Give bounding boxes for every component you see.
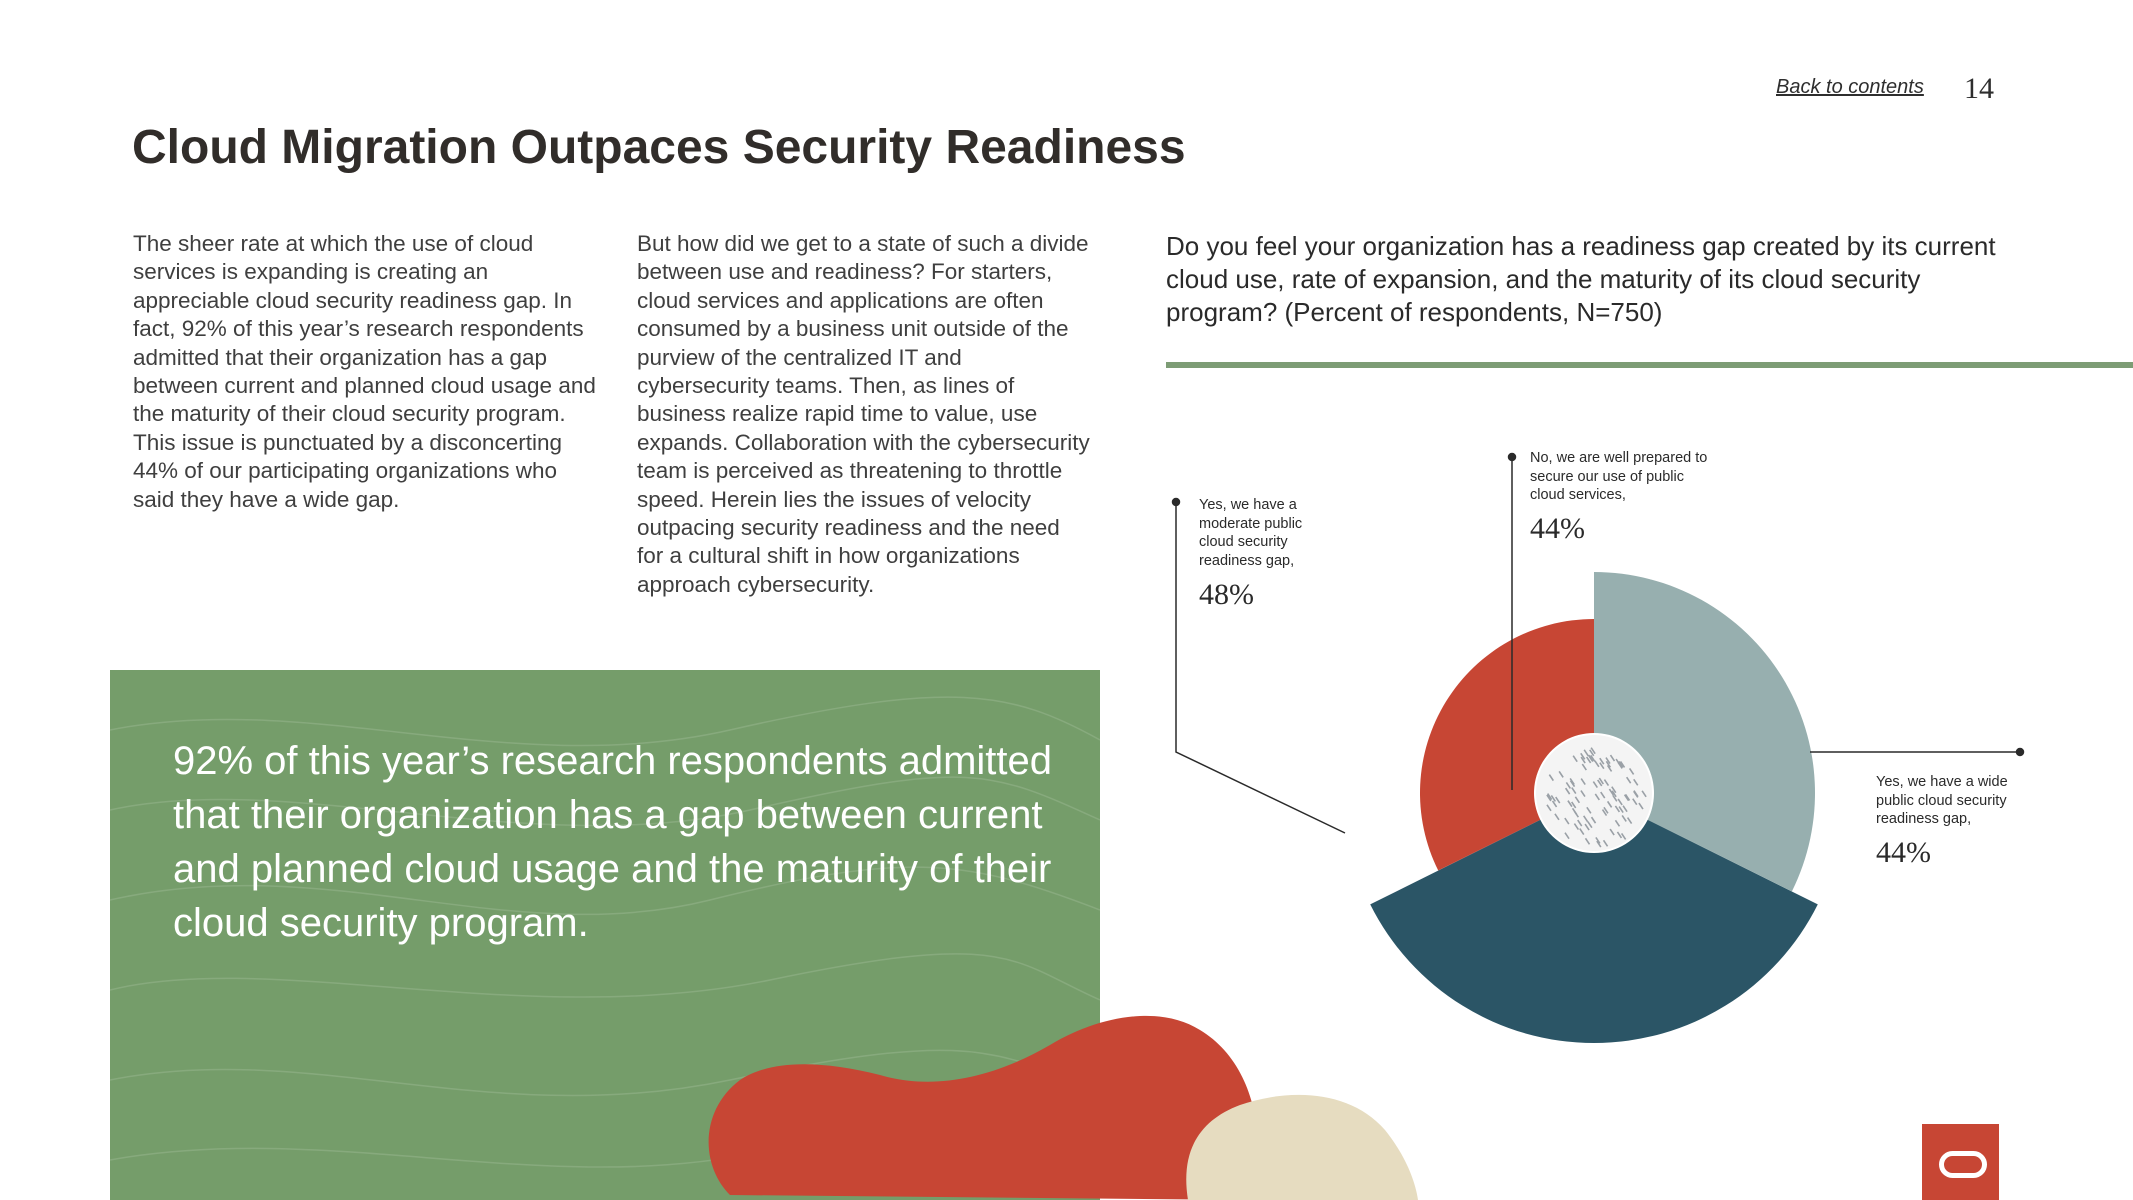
chart-center-disc [1536, 735, 1652, 851]
chart-label-wide: Yes, we have a wide public cloud security readiness gap, [1876, 774, 2008, 827]
oracle-logo-icon[interactable] [1922, 1124, 1999, 1200]
center-texture-stroke [1639, 803, 1643, 809]
center-texture-stroke [1600, 763, 1604, 769]
page-number: 14 [1964, 72, 1994, 105]
center-texture-stroke [1630, 768, 1634, 774]
center-texture-stroke [1616, 759, 1620, 765]
center-texture-stroke [1619, 807, 1623, 813]
center-texture-stroke [1625, 795, 1629, 801]
center-texture-stroke [1634, 791, 1638, 797]
center-texture-stroke [1588, 822, 1592, 828]
center-texture-stroke [1595, 761, 1599, 767]
question-divider [1166, 362, 2133, 368]
center-texture-stroke [1568, 801, 1572, 807]
center-texture-stroke [1633, 799, 1637, 805]
center-texture-stroke [1565, 818, 1569, 824]
center-texture-stroke [1626, 794, 1630, 800]
back-to-contents-link[interactable]: Back to contents [1776, 76, 1924, 98]
center-texture-stroke [1553, 801, 1557, 807]
chart-label-prepared: No, we are well prepared to secure our use of public cloud services, [1530, 450, 1708, 503]
center-texture-stroke [1634, 779, 1638, 785]
leader-line-wide-dot [2017, 749, 2024, 756]
center-texture-stroke [1581, 791, 1585, 797]
center-texture-stroke [1603, 810, 1607, 816]
callout-quote: 92% of this year’s research respondents admitted that their organization has a gap between current and planned cloud usage and the maturity of their cloud security program. [173, 739, 1053, 945]
chart-label-moderate: Yes, we have a moderate public cloud security readiness gap, [1199, 497, 1303, 569]
center-texture-stroke [1609, 789, 1613, 795]
chart-value-wide: 44% [1876, 836, 1931, 869]
center-texture-stroke [1566, 788, 1570, 794]
center-texture-stroke [1547, 805, 1551, 811]
chart-slice-prepared [1420, 619, 1594, 871]
center-texture-stroke [1573, 756, 1577, 762]
center-texture-stroke [1600, 758, 1604, 764]
center-texture-stroke [1547, 795, 1551, 801]
chart-value-prepared: 44% [1530, 512, 1585, 545]
center-texture-stroke [1565, 833, 1569, 839]
center-texture-stroke [1580, 829, 1584, 835]
center-texture-stroke [1587, 757, 1591, 763]
center-texture-stroke [1617, 832, 1621, 838]
center-texture-stroke [1585, 838, 1589, 844]
center-texture-stroke [1556, 797, 1560, 803]
center-texture-stroke [1604, 780, 1608, 786]
center-texture-stroke [1584, 750, 1588, 756]
center-texture-stroke [1606, 761, 1610, 767]
body-column-1: The sheer rate at which the use of cloud services is expanding is creating an appreciable cloud security readiness gap. In fact, 92% of this year’s research respondents admitted that their organization has a gap between current and planned cloud usage and the maturity of their cloud security program. This issue is punctuated by a disconcerting 44% of our participating organizations who said they have a wide gap. [133, 231, 596, 512]
center-texture-stroke [1596, 837, 1600, 843]
leader-line-moderate-dot [1173, 499, 1180, 506]
center-texture-stroke [1615, 806, 1619, 812]
center-texture-stroke [1551, 795, 1555, 801]
center-texture-stroke [1595, 794, 1599, 800]
center-texture-stroke [1581, 779, 1585, 785]
center-texture-stroke [1612, 791, 1616, 797]
center-texture-stroke [1572, 802, 1576, 808]
center-texture-stroke [1591, 755, 1595, 761]
center-texture-stroke [1610, 755, 1614, 761]
center-texture-stroke [1634, 791, 1638, 797]
center-texture-stroke [1575, 797, 1579, 803]
center-texture-stroke [1589, 756, 1593, 762]
center-texture-stroke [1598, 780, 1602, 786]
center-texture-stroke [1584, 816, 1588, 822]
center-texture-stroke [1608, 801, 1612, 807]
chart-value-moderate: 48% [1199, 578, 1254, 611]
cream-blob-shape [1186, 1095, 1418, 1200]
center-texture-stroke [1570, 778, 1574, 784]
center-texture-stroke [1590, 750, 1594, 756]
page-title: Cloud Migration Outpaces Security Readiness [132, 121, 1186, 174]
center-texture-stroke [1619, 761, 1623, 767]
center-texture-stroke [1623, 806, 1627, 812]
center-texture-stroke [1582, 764, 1586, 770]
center-texture-stroke [1572, 788, 1576, 794]
center-texture-stroke [1578, 820, 1582, 826]
center-texture-stroke [1549, 775, 1553, 781]
center-texture-stroke [1573, 808, 1577, 814]
center-texture-stroke [1581, 753, 1585, 759]
center-texture-stroke [1628, 818, 1632, 824]
center-texture-stroke [1571, 781, 1575, 787]
body-column-2: But how did we get to a state of such a divide between use and readiness? For starters, cloud services and applications are often consumed by a business unit outside of the purview of the centralized IT and cybersecurity teams. Then, as lines of business realize rapid time to value, use expands. Collaboration with the cybersecurity team is perceived as threatening to throttle speed. Herein lies the issues of velocity outpacing security readiness and the need for a cultural shift in how organizations approach cybersecurity. [637, 231, 1090, 597]
center-texture-stroke [1585, 824, 1589, 830]
chart-slice-wide [1594, 572, 1815, 892]
center-texture-stroke [1581, 757, 1585, 763]
center-texture-stroke [1621, 761, 1625, 767]
center-texture-stroke [1627, 777, 1631, 783]
center-texture-stroke [1589, 755, 1593, 761]
center-texture-stroke [1555, 814, 1559, 820]
survey-question: Do you feel your organization has a readiness gap created by its current cloud use, rate of expansion, and the maturity of its cloud security program? (Percent of respondents, N=750) [1166, 231, 1996, 327]
center-texture-stroke [1642, 791, 1646, 797]
center-texture-stroke [1618, 762, 1622, 768]
callout-box [110, 670, 1100, 1200]
center-texture-stroke [1618, 799, 1622, 805]
center-texture-stroke [1622, 833, 1626, 839]
center-texture-stroke [1622, 815, 1626, 821]
center-texture-stroke [1574, 811, 1578, 817]
center-texture-stroke [1606, 758, 1610, 764]
center-texture-stroke [1599, 778, 1603, 784]
center-texture-stroke [1601, 792, 1605, 798]
center-texture-stroke [1604, 840, 1608, 846]
center-texture-stroke [1587, 807, 1591, 813]
center-texture-stroke [1566, 782, 1570, 788]
center-texture-stroke [1608, 765, 1612, 771]
center-texture-stroke [1593, 782, 1597, 788]
leader-line-prepared-dot [1509, 454, 1516, 461]
center-texture-stroke [1548, 794, 1552, 800]
center-texture-stroke [1612, 787, 1616, 793]
oracle-ring-icon [1939, 1151, 1987, 1178]
center-texture-stroke [1597, 841, 1601, 847]
center-texture-stroke [1615, 820, 1619, 826]
center-texture-stroke [1574, 824, 1578, 830]
center-texture-stroke [1592, 817, 1596, 823]
center-texture-stroke [1559, 771, 1563, 777]
center-texture-stroke [1591, 748, 1595, 754]
chart-slice-moderate [1370, 820, 1818, 1043]
center-texture-stroke [1610, 829, 1614, 835]
center-texture-stroke [1604, 807, 1608, 813]
center-texture-stroke [1613, 795, 1617, 801]
